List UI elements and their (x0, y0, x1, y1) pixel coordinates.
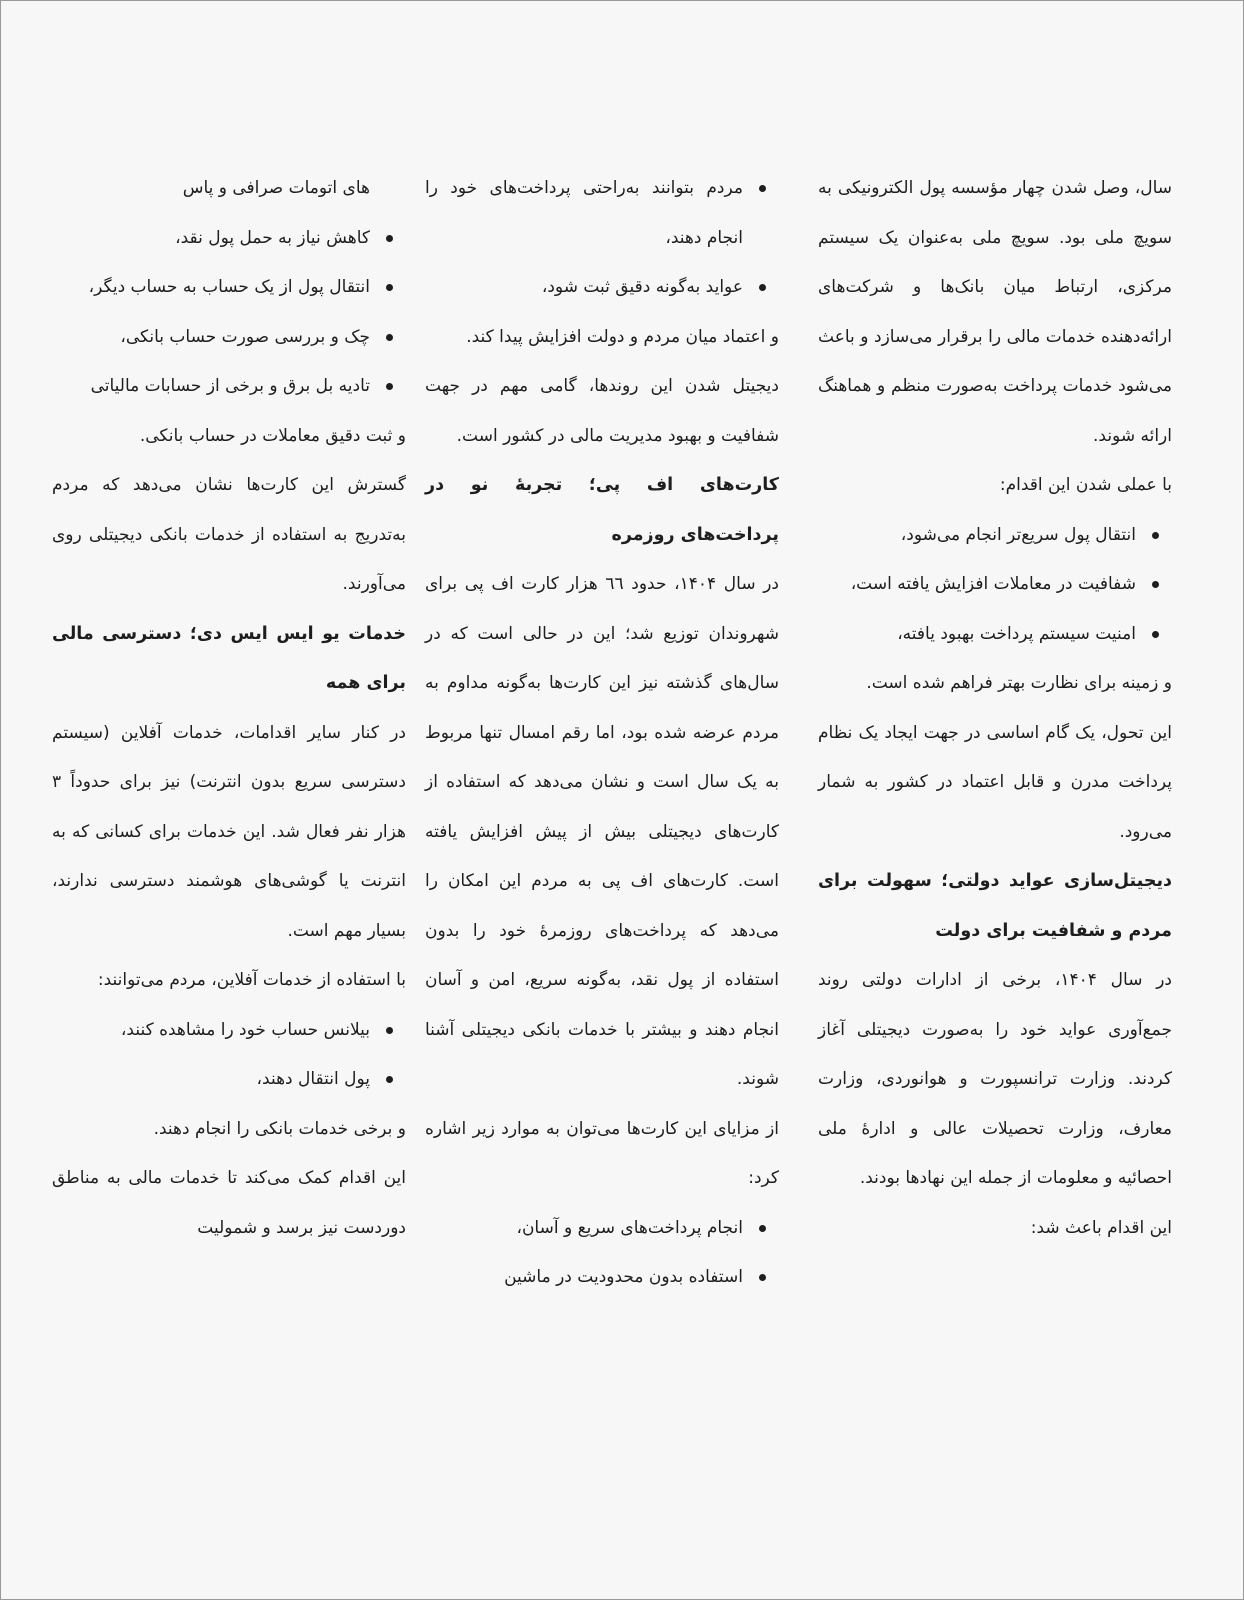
paragraph: دیجیتل شدن این روندها، گامی مهم در جهت شفافیت و بهبود مدیریت مالی در کشور است. (425, 376, 779, 446)
list-item: شفافیت در معاملات افزایش یافته است، (818, 560, 1172, 610)
paragraph: از مزایای این کارت‌ها می‌توان به موارد زیر اشاره کرد: (425, 1118, 779, 1188)
list-item: مردم بتوانند به‌راحتی پرداخت‌های خود را انجام دهند، (425, 164, 779, 263)
list-item: انتقال پول از یک حساب به حساب دیگر، (52, 263, 406, 313)
list-item: امنیت سیستم پرداخت بهبود یافته، (818, 610, 1172, 660)
list-item: کاهش نیاز به حمل پول نقد، (52, 214, 406, 264)
column-left (52, 164, 406, 1253)
paragraph: با عملی شدن این اقدام: (999, 475, 1172, 495)
paragraph: گسترش این کارت‌ها نشان می‌دهد که مردم به‌تدریج به استفاده از خدمات بانکی دیجیتلی روی می‌آورند. (52, 475, 406, 594)
paragraph: این اقدام کمک می‌کند تا خدمات مالی به مناطق دوردست نیز برسد و شمولیت (52, 1168, 406, 1238)
bullet-list (52, 214, 406, 412)
paragraph: سال، وصل شدن چهار مؤسسه پول الکترونیکی به سویچ ملی بود. سویچ ملی به‌عنوان یک سیستم مرکزی، ارتباط میان بانک‌ها و شرکت‌های ارائه‌دهنده خدمات مالی را برقرار می‌سازد و باعث می‌شود خدمات پرداخت به‌صورت منظم و هماهنگ ارائه شوند. (818, 178, 1172, 446)
list-item: انتقال پول سریع‌تر انجام می‌شود، (818, 511, 1172, 561)
section-heading: خدمات یو ایس ایس دی؛ دسترسی مالی برای همه (52, 623, 406, 693)
paragraph: در سال ۱۴۰۴، حدود ٦٦ هزار کارت اف پی برای شهروندان توزیع شد؛ این در حالی است که در سال‌های گذشته نیز این کارت‌ها به‌گونه مداوم به مردم عرضه شده بود، اما رقم امسال تنها مربوط به یک سال است و نشان می‌دهد که استفاده از کارت‌های دیجیتلی بیش از پیش افزایش یافته است. کارت‌های اف پی به مردم این امکان را می‌دهد که پرداخت‌های روزمرهٔ خود را بدون استفاده از پول نقد، به‌گونه سریع، امن و آسان انجام دهند و بیشتر با خدمات بانکی دیجیتلی آشنا شوند. (425, 574, 779, 1089)
bullet-list (425, 1204, 779, 1303)
column-right (818, 164, 1172, 1253)
list-item: بیلانس حساب خود را مشاهده کنند، (52, 1006, 406, 1056)
paragraph: و زمینه برای نظارت بهتر فراهم شده است. (866, 673, 1172, 693)
paragraph: و ثبت دقیق معاملات در حساب بانکی. (139, 425, 406, 446)
list-item: چک و بررسی صورت حساب بانکی، (52, 313, 406, 363)
bullet-list (818, 511, 1172, 660)
column-middle (425, 164, 779, 1303)
paragraph: در سال ۱۴۰۴، برخی از ادارات دولتی روند جمع‌آوری عواید خود را به‌صورت دیجیتلی آغاز کردند. وزارت ترانسپورت و هوانوردی، وزارت معارف، وزارت تحصیلات عالی و ادارهٔ ملی احصائیه و معلومات از جمله این نهادها بودند. (818, 970, 1172, 1188)
list-item: انجام پرداخت‌های سریع و آسان، (425, 1204, 779, 1254)
paragraph: این اقدام باعث شد: (1030, 1217, 1172, 1238)
paragraph: این تحول، یک گام اساسی در جهت ایجاد یک نظام پرداخت مدرن و قابل اعتماد در کشور به شمار می‌رود. (818, 722, 1172, 842)
list-item: تادیه بل برق و برخی از حسابات مالیاتی (52, 362, 406, 412)
bullet-list (52, 1006, 406, 1105)
paragraph: و اعتماد میان مردم و دولت افزایش پیدا کند. (466, 326, 779, 347)
list-item-continuation: های اتومات صرافی و پاس (182, 178, 370, 198)
bullet-list (425, 164, 779, 313)
paragraph: و برخی خدمات بانکی را انجام دهند. (153, 1118, 406, 1139)
section-heading: کارت‌های اف پی؛ تجربهٔ نو در پرداخت‌های روزمره (425, 475, 779, 545)
list-item: استفاده بدون محدودیت در ماشین (425, 1253, 779, 1303)
section-heading: دیجیتل‌سازی عواید دولتی؛ سهولت برای مردم و شفافیت برای دولت (818, 871, 1172, 941)
paragraph: با استفاده از خدمات آفلاین، مردم می‌توانند: (97, 970, 406, 990)
list-item: پول انتقال دهند، (52, 1055, 406, 1105)
list-item: عواید به‌گونه دقیق ثبت شود، (425, 263, 779, 313)
paragraph: در کنار سایر اقدامات، خدمات آفلاین (سیستم دسترسی سریع بدون انترنت) نیز برای حدوداً ۳ هزار نفر فعال شد. این خدمات برای کسانی که به انترنت یا گوشی‌های هوشمند دسترسی ندارند، بسیار مهم است. (52, 722, 406, 941)
